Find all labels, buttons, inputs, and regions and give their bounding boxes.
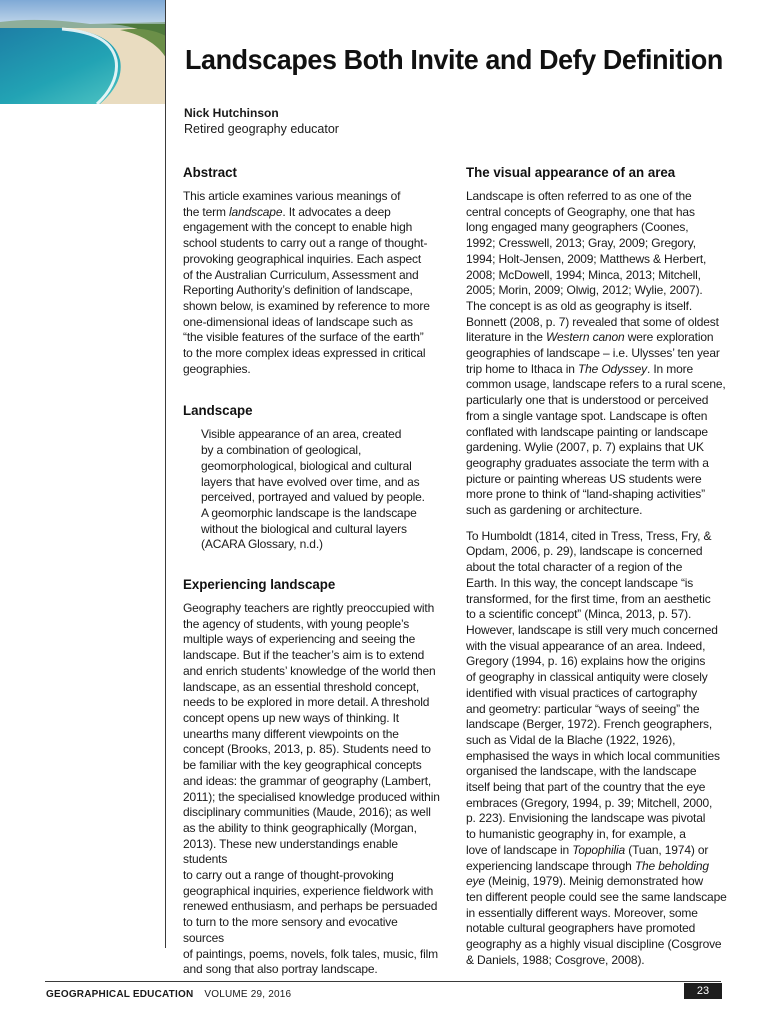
visual-paragraph-1: Landscape is often referred to as one of the central concepts of Geography, one that has long engaged many geographers (Coones, 1992; Cresswell, 2013; Gray, 2009; Gregory, 1994; Holt-Jensen, 2009; Matthews & Herbert, 2008; McDowell, 1994; Minca, 2013; Mitchell, 2005; Morin, 2009; Olwig, 2012; Wylie, 2007). The concept is as old as geography is itself. Bonnett (2008, p. 7) revealed that some of oldest literature in the Western canon were exploration geographies of landscape – i.e. Ulysses’ ten year trip home to Ithaca in The Odyssey. In more common usage, landscape refers to a rural scene, particularly one that is understood or perceived from a single vantage spot. Landscape is often conflated with landscape painting or landscape gardening. Wylie (2007, p. 7) explains that UK geography graduates associate the term with a picture or painting whereas US students were more prone to think of “land-shaping activities” such as gardening or architecture. (466, 189, 726, 518)
abstract-heading: Abstract (183, 164, 237, 180)
footer-journal-name: GEOGRAPHICAL EDUCATION (46, 989, 194, 1000)
visual-paragraph-2: To Humboldt (1814, cited in Tress, Tress, Fry, & Opdam, 2006, p. 29), landscape is concerned about the total character of a region of the Earth. In this way, the concept landscape “is transformed, for the first time, from an aesthetic to a scientific concept” (Minca, 2013, p. 57). However, landscape is still very much concerned with the visual appearance of an area. Indeed, Gregory (1994, p. 16) explains how the origins of geography in classical antiquity were closely identified with visual practices of cartography and geometry: particular “ways of seeing” the landscape (Berger, 1972). French geographers, such as Vidal de la Blache (1922, 1926), emphasised the ways in which local communities organised the landscape, with the landscape itself being that part of the country that the eye embraces (Gregory, 1994, p. 39; Mitchell, 2000, p. 223). Envisioning the landscape was pivotal to humanistic geography in, for example, a love of landscape in Topophilia (Tuan, 1974) or experiencing landscape through The beholding eye (Meinig, 1979). Meinig demonstrated how ten different people could see the same landscape in essentially different ways. Moreover, some notable cultural geographers have promoted geography as a highly visual discipline (Cosgrove & Daniels, 1988; Cosgrove, 2008). (466, 528, 727, 967)
author-block (184, 105, 484, 137)
footer-volume: VOLUME 29, 2016 (204, 989, 292, 1000)
page-number: 23 (684, 983, 722, 999)
author-name: Nick Hutchinson (184, 106, 279, 120)
experiencing-text: Geography teachers are rightly preoccupied with the agency of students, with young people’s multiple ways of experiencing and seeing the landscape. But if the teacher’s aim is to extend and enrich students’ knowledge of the world then landscape, as an essential threshold concept, needs to be explored in more detail. A threshold concept opens up new ways of thinking. It unearths many different viewpoints on the concept (Brooks, 2013, p. 85). Students need to be familiar with the key geographical concepts and ideas: the grammar of geography (Lambert, 2011); the specialised knowledge produced within disciplinary communities (Maude, 2016); as well as the ability to think geographically (Morgan, 2013). These new understandings enable students to carry out a range of thought-provoking geographical inquiries, experience fieldwork with renewed enthusiasm, and perhaps be persuaded to turn to the more sensory and evocative sources of paintings, poems, novels, folk tales, music, film and song that also portray landscape. (183, 601, 440, 977)
landscape-heading: Landscape (183, 402, 253, 419)
article-title: Landscapes Both Invite and Defy Definition (185, 44, 723, 75)
left-column (183, 163, 441, 978)
visual-appearance-heading: The visual appearance of an area (466, 164, 676, 180)
footer-journal-info (46, 989, 291, 1001)
right-column (466, 163, 728, 968)
abstract-text: This article examines various meanings of the term landscape. It advocates a deep engagement with the concept to enable high school students to carry out a range of thought- provoking geographical inquiries. Each aspect of the Australian Curriculum, Assessment and Reporting Authority’s definition of landscape, shown below, is examined by reference to more one-dimensional ideas of landscape such as “the visible features of the surface of the earth” to the more complex ideas expressed in critical geographies. (183, 189, 430, 376)
author-role: Retired geography educator (184, 122, 339, 136)
vertical-rule (165, 0, 166, 948)
footer-rule (45, 981, 721, 982)
header-photo-coastline (0, 0, 166, 104)
experiencing-heading: Experiencing landscape (183, 576, 336, 593)
landscape-definition-quote: Visible appearance of an area, created by a combination of geological, geomorphological, biological and cultural layers that have evolved over time, and as perceived, portrayed and valued by people. A geomorphic landscape is the landscape without the biological and cultural layers (ACARA Glossary, n.d.) (201, 427, 425, 552)
